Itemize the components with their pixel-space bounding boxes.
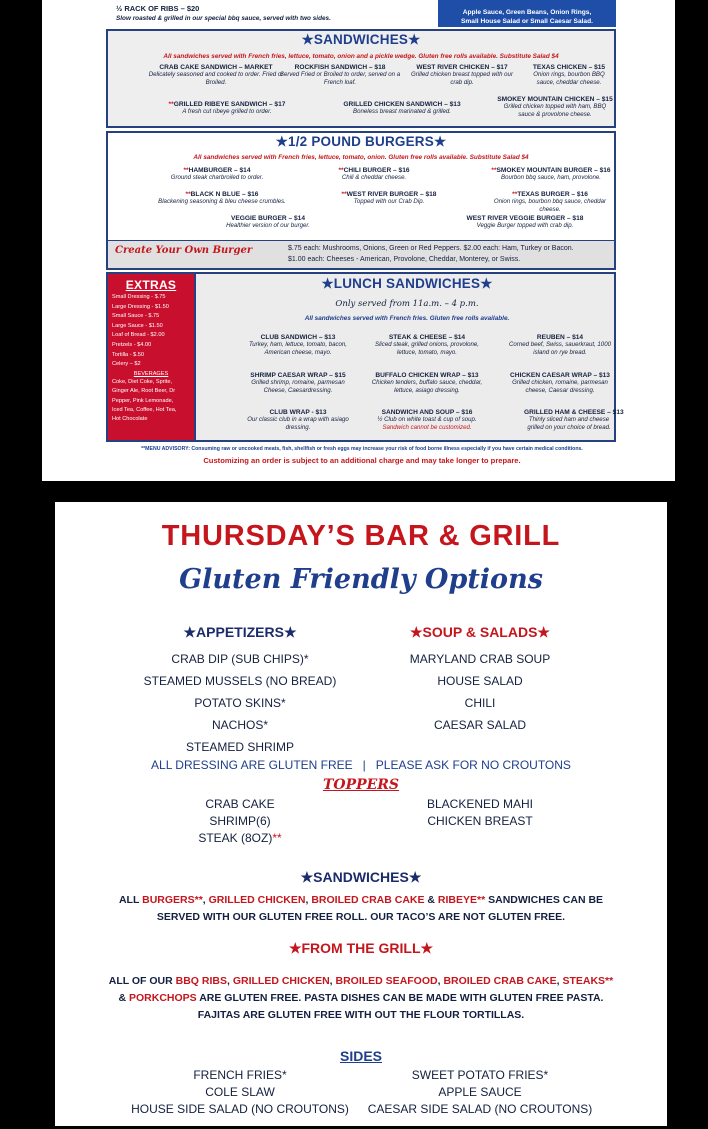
menu-item-name: CLUB WRAP - $13 — [269, 409, 327, 416]
menu-item — [524, 64, 614, 87]
list-item-mark: ** — [272, 831, 282, 845]
soup-salads-title: ★SOUP & SALADS★ — [410, 624, 550, 640]
extras-item: Celery – $2 — [112, 361, 141, 368]
extras-item: Tortilla - $.50 — [112, 351, 145, 358]
extras-item: Small Dressing - $.75 — [112, 294, 166, 300]
list-item: POTATO SKINS* — [194, 696, 286, 710]
ribs-name: ½ RACK OF RIBS – $20 — [116, 4, 200, 13]
create-your-own-desc — [288, 243, 574, 265]
gf-sandwiches-text — [95, 892, 627, 926]
appetizers-list — [125, 648, 355, 758]
menu-item-name-text: CHILI BURGER – $16 — [343, 167, 410, 174]
menu-item-desc-note: Sandwich cannot be customized. — [382, 424, 472, 431]
menu-item-name: **HAMBURGER – $14 — [183, 167, 251, 174]
sides-box-line: Apple Sauce, Green Beans, Onion Rings, — [462, 9, 592, 16]
beverages-line: Coke, Diet Coke, Sprite, — [112, 378, 173, 385]
menu-item-desc: Sliced steak, grilled onions, provolone, lettuce, tomato, mayo. — [375, 341, 479, 356]
list-item: HOUSE SIDE SALAD (NO CROUTONS) — [131, 1102, 349, 1116]
menu-item-name: WEST RIVER CHICKEN – $17 — [416, 64, 508, 71]
menu-item-name: TEXAS CHICKEN – $15 — [532, 64, 606, 71]
menu-item-desc: Blackening seasoning & bleu cheese crumbles. — [158, 198, 286, 205]
menu-item-name-text: SMOKEY MOUNTAIN BURGER – $16 — [496, 167, 611, 174]
extras-item: Loaf of Bread - $2.00 — [112, 332, 165, 339]
menu-item-desc: Grilled chicken breast topped with our crab dip. — [411, 71, 513, 86]
list-item: CHICKEN BREAST — [427, 814, 533, 828]
list-item-text: STEAK (8OZ) — [198, 831, 273, 845]
menu-item-name: VEGGIE BURGER – $14 — [230, 215, 306, 222]
appetizers-title: ★APPETIZERS★ — [183, 624, 297, 640]
menu-item — [446, 215, 604, 230]
menu-item-name: STEAK & CHEESE – $14 — [388, 334, 466, 341]
menu-item-desc: Thinly sliced ham and cheese grilled on your choice of bread. — [527, 416, 611, 431]
sides-left-list — [115, 1067, 365, 1118]
menu-item — [324, 191, 454, 206]
beverages-line: Iced Tea, Coffee, Hot Tea, — [112, 406, 177, 413]
lunch-served — [202, 299, 612, 309]
gf-sandwiches-title: ★SANDWICHES★ — [300, 869, 422, 885]
menu-item-name-text: HAMBURGER – $14 — [188, 167, 251, 174]
list-item: BLACKENED MAHI — [426, 797, 534, 811]
menu-item-desc: Ground steak charbroiled to order. — [170, 174, 264, 181]
menu-item-name-text: GRILLED RIBEYE SANDWICH – $17 — [173, 101, 286, 108]
menu-item-desc: Served Fried or Broiled to order, served on a French loaf. — [279, 71, 401, 86]
menu-item — [506, 334, 614, 357]
menu-item-desc: ½ Club on white toast & cup of soup. — [377, 416, 477, 423]
dressing-note: ALL DRESSING ARE GLUTEN FREE | PLEASE ASK FOR NO CROUTONS — [151, 758, 571, 772]
menu-item-desc: Healthier version of our burger. — [226, 222, 310, 229]
extras-panel — [106, 272, 196, 442]
menu-item — [242, 334, 354, 357]
menu-page — [42, 0, 675, 481]
create-your-own-line: $1.00 each: Cheeses - American, Provolone, Cheddar, Monterey, or Swiss. — [288, 256, 521, 263]
beverages-line: Hot Chocolate — [112, 416, 148, 423]
sides-box-line: Small House Salad or Small Caesar Salad. — [461, 18, 593, 25]
menu-item-desc: Turkey, ham, lettuce, tomato, bacon, American cheese, mayo. — [249, 341, 347, 356]
lunch-served-text: Only served from 11a.m. – 4 p.m. — [335, 299, 479, 309]
list-item: FRENCH FRIES* — [193, 1068, 287, 1082]
list-item: COLE SLAW — [205, 1085, 275, 1099]
sandwiches-title: ★SANDWICHES★ — [301, 32, 421, 47]
text-line: SERVED WITH OUR GLUTEN FREE ROLL. OUR TACO’S ARE NOT GLUTEN FREE. — [156, 911, 566, 923]
menu-item — [148, 191, 296, 206]
menu-item-name: **TEXAS BURGER – $16 — [512, 191, 588, 198]
extras-item: Pretzels - $4.00 — [112, 341, 152, 348]
list-item: NACHOS* — [211, 718, 268, 732]
menu-item-desc: Grilled chicken, romaine, parmesan cheese, Caesar dressing. — [512, 379, 608, 394]
menu-item-desc: A fresh cut ribeye grilled to order. — [182, 108, 272, 115]
lunch-note: All sandwiches served with French fries. Gluten free rolls available. — [304, 315, 510, 322]
menu-item — [524, 409, 624, 432]
menu-item-name: ROCKFISH SANDWICH – $18 — [294, 64, 386, 71]
toppers-right-list — [385, 796, 575, 830]
sides-title: SIDES — [339, 1048, 382, 1064]
menu-item-desc: Onion rings, bourbon bbq sauce, cheddar cheese. — [493, 198, 607, 213]
menu-item — [152, 167, 282, 182]
menu-item-desc: Topped with our Crab Dip. — [353, 198, 425, 205]
menu-item-name: **SMOKEY MOUNTAIN BURGER – $16 — [491, 167, 611, 174]
menu-item-name: **CHILI BURGER – $16 — [338, 167, 410, 174]
customizing-note: Customizing an order is subject to an additional charge and may take longer to prepare. — [203, 456, 521, 465]
menu-item — [372, 409, 482, 432]
text-line: ALL OF OUR BBQ RIBS, GRILLED CHICKEN, BROILED SEAFOOD, BROILED CRAB CAKE, STEAKS** — [108, 975, 614, 987]
text-line: FAJITAS ARE GLUTEN FREE WITH OUT THE FLOUR TORTILLAS. — [197, 1009, 525, 1021]
menu-item-desc: Our classic club in a wrap with asiago dressing. — [247, 416, 349, 431]
menu-item — [406, 64, 518, 87]
menu-item — [368, 372, 486, 395]
toppers-left-list — [145, 796, 335, 847]
gluten-page — [55, 502, 667, 1126]
list-item: STEAMED SHRIMP — [185, 740, 294, 754]
gluten-subtitle: Gluten Friendly Options — [179, 564, 543, 595]
list-item: SHRIMP(6) — [209, 814, 271, 828]
menu-item — [146, 64, 286, 87]
menu-item-name: SMOKEY MOUNTAIN CHICKEN – $15 — [497, 96, 613, 103]
menu-item — [242, 409, 354, 432]
beverages-line: Ginger Ale, Root Beer, Dr — [112, 388, 176, 395]
menu-item — [208, 215, 328, 230]
menu-item — [372, 334, 482, 357]
menu-item-name: CRAB CAKE SANDWICH – MARKET — [159, 64, 273, 71]
menu-item-name-text: WEST RIVER BURGER – $18 — [346, 191, 437, 198]
menu-item-desc: Delicately seasoned and cooked to order. Fried or Broiled. — [148, 71, 284, 86]
burgers-title: ★1/2 POUND BURGERS★ — [275, 134, 447, 149]
menu-item-name: **GRILLED RIBEYE SANDWICH – $17 — [168, 101, 286, 108]
menu-item — [278, 64, 402, 87]
list-item: CHILI — [464, 696, 496, 710]
list-item: CAESAR SALAD — [433, 718, 527, 732]
menu-item-name: BUFFALO CHICKEN WRAP – $13 — [375, 372, 479, 379]
list-item — [145, 830, 335, 847]
ribs-desc: Slow roasted & grilled in our special bbq sauce, served with two sides. — [116, 15, 331, 22]
menu-item — [152, 101, 302, 116]
menu-item-desc: Onion rings, bourbon BBQ sauce, cheddar cheese. — [533, 71, 605, 86]
menu-item — [314, 167, 434, 182]
list-item: CAESAR SIDE SALAD (NO CROUTONS) — [367, 1102, 593, 1116]
menu-item-name: SHRIMP CAESAR WRAP – $15 — [250, 372, 346, 379]
menu-item-name-text: BLACK N BLUE – $16 — [190, 191, 259, 198]
menu-item — [322, 101, 482, 116]
menu-item-desc: Veggie Burger topped with crab dip. — [476, 222, 574, 229]
menu-item-desc: Chili & cheddar cheese. — [341, 174, 407, 181]
menu-item-desc: Corned beef, Swiss, sauerkraut, 1000 island on rye bread. — [509, 341, 611, 356]
menu-item — [496, 96, 614, 119]
menu-advisory: **MENU ADVISORY: Consuming raw or uncooked meats, fish, shellfish or fresh eggs may increase your risk of food borne illness especially if you have certain medical conditions. — [141, 446, 583, 452]
create-your-own-line: $.75 each: Mushrooms, Onions, Green or Red Peppers. $2.00 each: Ham, Turkey or Bacon. — [288, 245, 574, 252]
sandwiches-note: All sandwiches served with French fries, lettuce, tomato, onion and a pickle wedge. Gluten free rolls available. Substitute Salad $4 — [163, 53, 559, 60]
ribs-item — [116, 4, 416, 22]
restaurant-title: THURSDAY’S BAR & GRILL — [161, 520, 561, 552]
list-item: APPLE SAUCE — [438, 1085, 522, 1099]
list-item: STEAMED MUSSELS (NO BREAD) — [143, 674, 337, 688]
menu-item-desc: Boneless breast marinated & grilled. — [353, 108, 451, 115]
extras-list — [108, 293, 194, 370]
menu-item — [506, 372, 614, 395]
beverages-title: BEVERAGES — [133, 370, 169, 377]
list-item: CRAB CAKE — [205, 797, 275, 811]
from-grill-title: ★FROM THE GRILL★ — [288, 940, 434, 956]
extras-item: Large Dressing - $1.50 — [112, 303, 169, 310]
from-grill-text — [85, 973, 637, 1024]
menu-item-name: SANDWICH AND SOUP – $16 — [381, 409, 473, 416]
menu-item-name: **BLACK N BLUE – $16 — [185, 191, 259, 198]
list-item: SWEET POTATO FRIES* — [411, 1068, 549, 1082]
menu-item-desc: Bourbon bbq sauce, ham, provolone. — [501, 174, 601, 181]
menu-item — [242, 372, 354, 395]
extras-item: Small Sauce - $.75 — [112, 313, 160, 320]
soups-list — [375, 648, 585, 736]
menu-item-desc: Chicken tenders, buffalo sauce, cheddar, lettuce, asiago dressing. — [371, 379, 483, 394]
text-line: & PORKCHOPS ARE GLUTEN FREE. PASTA DISHES CAN BE MADE WITH GLUTEN FREE PASTA. — [118, 992, 604, 1004]
sides-right-list — [355, 1067, 605, 1118]
menu-item-name: WEST RIVER VEGGIE BURGER – $18 — [466, 215, 584, 222]
menu-item-desc: Grilled chicken topped with ham, BBQ sauce & provolone cheese. — [503, 103, 607, 118]
menu-item-name: CHICKEN CAESAR WRAP – $13 — [510, 372, 610, 379]
toppers-title: TOPPERS — [322, 777, 400, 793]
beverages-line: Pepper, Pink Lemonade, — [112, 397, 174, 404]
extras-item: Large Sauce - $1.50 — [112, 322, 163, 329]
menu-item-name: **WEST RIVER BURGER – $18 — [341, 191, 437, 198]
lunch-title: ★LUNCH SANDWICHES★ — [321, 276, 493, 291]
menu-item — [488, 167, 614, 182]
menu-item-name: GRILLED HAM & CHEESE – $13 — [524, 409, 624, 416]
menu-item-name-text: TEXAS BURGER – $16 — [517, 191, 588, 198]
menu-item-desc: Grilled shrimp, romaine, parmesan Cheese, Caesardressing. — [251, 379, 345, 394]
menu-item-name: CLUB SANDWICH – $13 — [260, 334, 336, 341]
menu-item-name: REUBEN – $14 — [536, 334, 584, 341]
burgers-note: All sandwiches served with French fries, lettuce, tomato, onion. Gluten free rolls available. Substitute Salad $4 — [193, 154, 529, 161]
menu-item — [486, 191, 614, 214]
text-line: ALL BURGERS**, GRILLED CHICKEN, BROILED CRAB CAKE & RIBEYE** SANDWICHES CAN BE — [118, 894, 604, 906]
create-your-own-label: Create Your Own Burger — [115, 245, 253, 256]
sides-box — [438, 0, 616, 27]
extras-title: EXTRAS — [125, 278, 177, 292]
beverages-list — [108, 378, 194, 425]
list-item: MARYLAND CRAB SOUP — [409, 652, 551, 666]
menu-item-name: GRILLED CHICKEN SANDWICH – $13 — [343, 101, 461, 108]
list-item: HOUSE SALAD — [437, 674, 523, 688]
list-item: CRAB DIP (SUB CHIPS)* — [171, 652, 309, 666]
